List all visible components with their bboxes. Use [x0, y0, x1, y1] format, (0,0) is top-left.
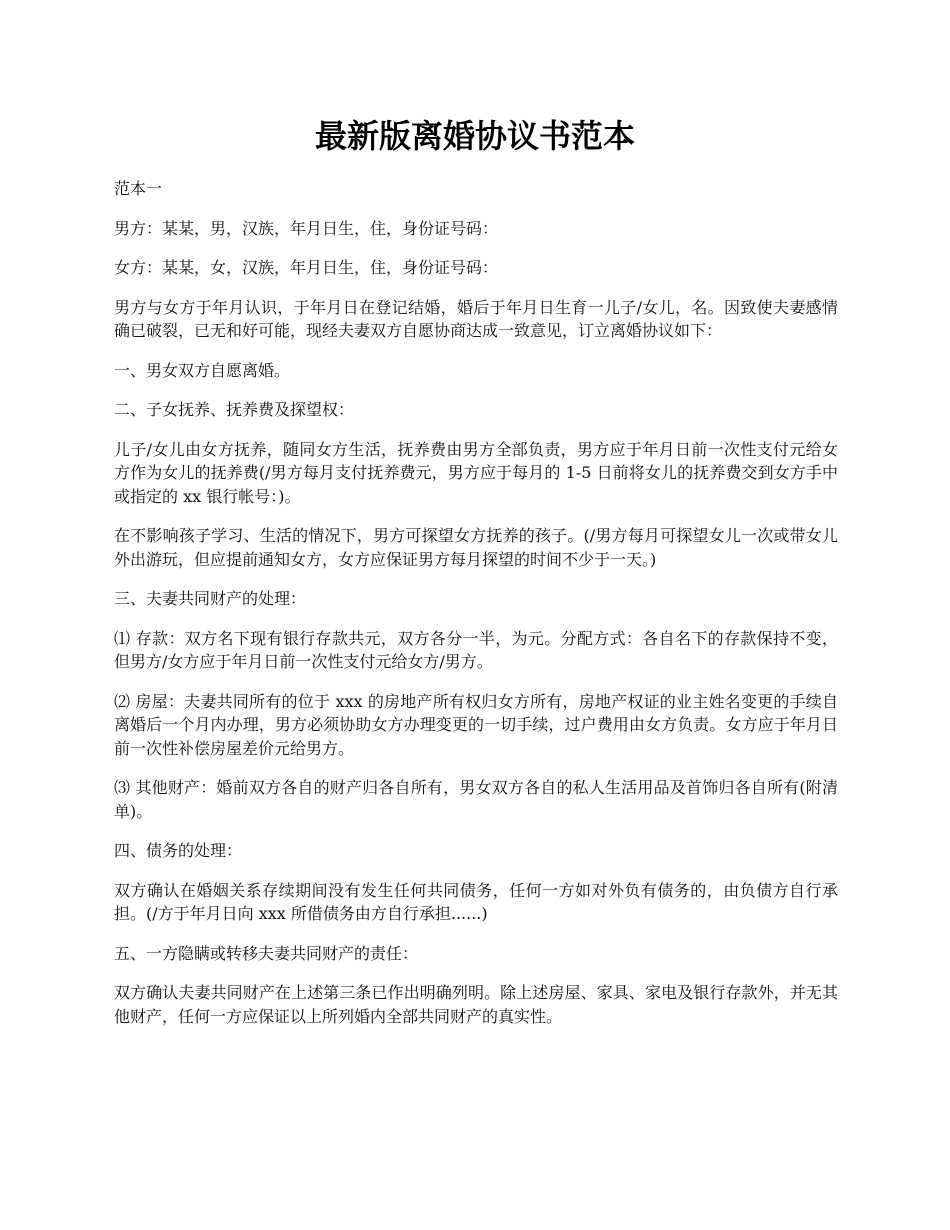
paragraph-child-support: 儿子/女儿由女方抚养，随同女方生活，抚养费由男方全部负责，男方应于年月日前一次性支付元给女方作为女儿的抚养费(/男方每月支付抚养费元，男方应于每月的 1-5 日前将女儿的抚养费交到女方手中或指定的 xx 银行帐号：)。	[114, 439, 838, 506]
paragraph-house: ⑵ 房屋：夫妻共同所有的位于 xxx 的房地产所有权归女方所有，房地产权证的业主姓名变更的手续自离婚后一个月内办理，男方必须协助女方办理变更的一切手续，过户费用由女方负责。女方应于年月日前一次性补偿房屋差价元给男方。	[114, 691, 838, 758]
section-heading-divorce: 一、男女双方自愿离婚。	[114, 360, 291, 380]
paragraph-other-property: ⑶ 其他财产：婚前双方各自的财产归各自所有，男女双方各自的私人生活用品及首饰归各自所有(附清单)。	[114, 778, 838, 821]
paragraph-wife-info: 女方：某某，女，汉族，年月日生，住，身份证号码：	[114, 258, 499, 277]
paragraph-deposits: ⑴ 存款：双方名下现有银行存款共元，双方各分一半，为元。分配方式：各自名下的存款保持不变，但男方/女方应于年月日前一次性支付元给女方/男方。	[114, 628, 838, 671]
document-body	[114, 177, 838, 1044]
paragraph-template-label: 范本一	[114, 179, 163, 198]
paragraph-husband-info: 男方：某某，男，汉族，年月日生，住，身份证号码：	[114, 218, 499, 238]
section-heading-property: 三、夫妻共同财产的处理：	[114, 589, 307, 608]
paragraph-debts: 双方确认在婚姻关系存续期间没有发生任何共同债务，任何一方如对外负有债务的，由负债方自行承担。(/方于年月日向 xxx 所借债务由方自行承担......)	[114, 880, 838, 923]
paragraph-concealment: 双方确认夫妻共同财产在上述第三条已作出明确列明。除上述房屋、家具、家电及银行存款外，并无其他财产，任何一方应保证以上所列婚内全部共同财产的真实性。	[114, 983, 838, 1026]
document-title: 最新版离婚协议书范本	[314, 117, 635, 155]
section-heading-custody: 二、子女抚养、抚养费及探望权：	[114, 400, 355, 419]
section-heading-concealment: 五、一方隐瞒或转移夫妻共同财产的责任：	[114, 943, 419, 963]
paragraph-visitation: 在不影响孩子学习、生活的情况下，男方可探望女方抚养的孩子。(/男方每月可探望女儿一次或带女儿外出游玩，但应提前通知女方，女方应保证男方每月探望的时间不少于一天。)	[114, 526, 838, 569]
paragraph-preamble: 男方与女方于年月认识，于年月日在登记结婚，婚后于年月日生育一儿子/女儿，名。因致使夫妻感情确已破裂，已无和好可能，现经夫妻双方自愿协商达成一致意见，订立离婚协议如下：	[114, 297, 838, 340]
section-heading-debts: 四、债务的处理：	[114, 841, 243, 860]
